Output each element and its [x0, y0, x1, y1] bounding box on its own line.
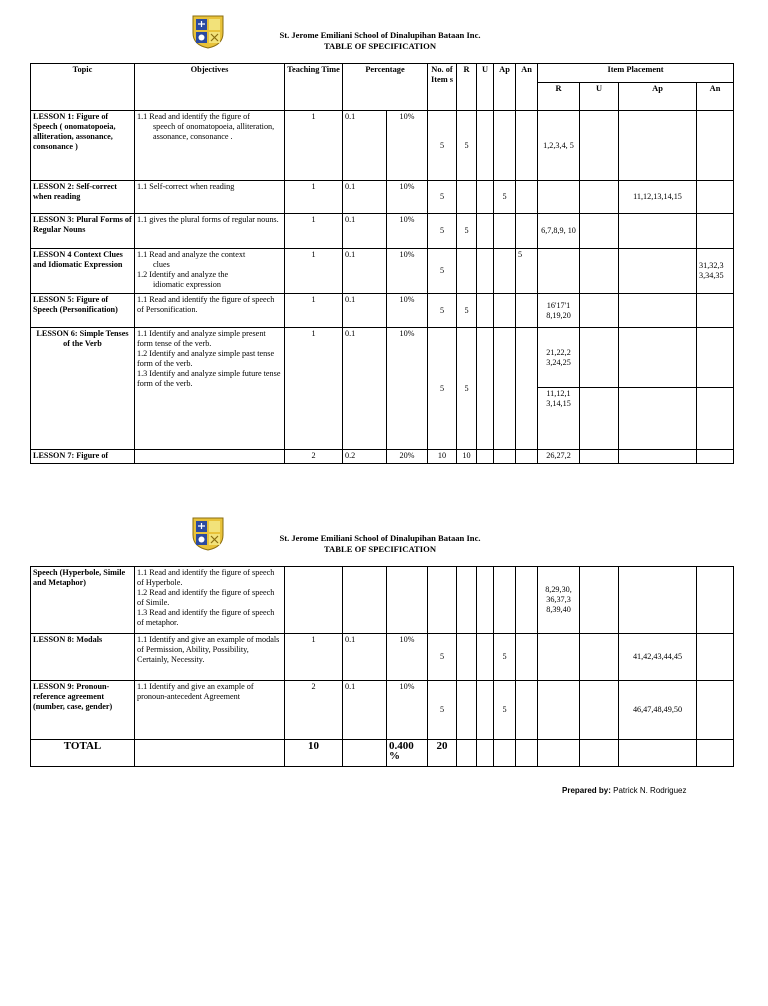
ip-an-cell — [697, 214, 734, 249]
r-cell: 5 — [457, 294, 477, 328]
an-cell — [516, 328, 538, 450]
an-cell — [516, 634, 538, 681]
school-header — [230, 30, 530, 52]
ip-an-cell — [697, 328, 734, 388]
percentage-pct-cell: 20% — [387, 450, 428, 464]
ap-cell — [494, 214, 516, 249]
ap-cell — [494, 328, 516, 450]
an-cell — [516, 294, 538, 328]
ip-u-cell — [580, 681, 619, 740]
specification-table-page-1 — [30, 63, 734, 464]
u-cell — [477, 740, 494, 767]
ip-ap-cell: 46,47,48,49,50 — [619, 681, 697, 740]
r-cell — [457, 634, 477, 681]
col-ip-ap: Ap — [619, 83, 697, 111]
teaching-time-cell: 1 — [285, 181, 343, 214]
ip-u-cell — [580, 567, 619, 634]
ip-ap-cell — [619, 294, 697, 328]
ap-cell: 5 — [494, 634, 516, 681]
r-cell — [457, 249, 477, 294]
table-row — [31, 328, 734, 388]
percentage-pct-cell: 10% — [387, 294, 428, 328]
ip-r-cell — [538, 249, 580, 294]
percentage-pct-cell: 10% — [387, 681, 428, 740]
prepared-by — [562, 786, 687, 795]
ip-u-cell — [580, 181, 619, 214]
percentage-pct-cell: 10% — [387, 249, 428, 294]
objective-cont: idiomatic expression — [153, 280, 221, 289]
percentage-cell: 0.1 — [343, 249, 387, 294]
topic-cell: LESSON 5: Figure of Speech (Personification) — [31, 294, 135, 328]
objective: 1.3 Identify and analyze simple future tense form of the verb. — [137, 369, 281, 388]
objective: 1.1 Identify and analyze simple present form tense of the verb. — [137, 329, 266, 348]
topic-cell: LESSON 6: Simple Tenses of the Verb — [31, 328, 135, 450]
percentage-cell: 0.2 — [343, 450, 387, 464]
col-an: An — [516, 64, 538, 111]
teaching-time-cell: 1 — [285, 294, 343, 328]
ip-ap-cell: 11,12,13,14,15 — [619, 181, 697, 214]
ap-cell — [494, 450, 516, 464]
ip-u-cell — [580, 450, 619, 464]
ip-an-cell — [697, 567, 734, 634]
objective: 1.1 Read and analyze the context — [137, 250, 246, 259]
col-no-items: No. of Item s — [428, 64, 457, 111]
u-cell — [477, 450, 494, 464]
header-row — [31, 64, 734, 83]
u-cell — [477, 181, 494, 214]
objectives-cell — [135, 328, 285, 450]
percentage-cell: 0.1 — [343, 294, 387, 328]
percentage-pct-cell: 10% — [387, 214, 428, 249]
u-cell — [477, 567, 494, 634]
ip-ap-cell — [619, 740, 697, 767]
percentage-pct-cell: 10% — [387, 111, 428, 181]
an-cell — [516, 740, 538, 767]
school-name: St. Jerome Emiliani School of Dinalupihan Bataan Inc. — [279, 533, 481, 543]
objective: 1.2 Identify and analyze the — [137, 270, 229, 279]
ip-r-cell: 26,27,2 — [538, 450, 580, 464]
u-cell — [477, 214, 494, 249]
ap-cell — [494, 740, 516, 767]
r-cell — [457, 567, 477, 634]
an-cell — [516, 681, 538, 740]
ip-an-cell — [697, 740, 734, 767]
ap-cell: 5 — [494, 181, 516, 214]
prepared-by-label: Prepared by: — [562, 786, 611, 795]
topic-cell: Speech (Hyperbole, Simile and Metaphor) — [31, 567, 135, 634]
r-cell: 10 — [457, 450, 477, 464]
ip-r-cell — [538, 181, 580, 214]
ip-u-cell — [580, 294, 619, 328]
table-row — [31, 681, 734, 740]
ip-u-cell — [580, 111, 619, 181]
percentage-cell: 0.1 — [343, 181, 387, 214]
ip-ap-cell — [619, 450, 697, 464]
percentage-cell — [343, 567, 387, 634]
ip-an-cell — [697, 450, 734, 464]
percentage-cell: 0.1 — [343, 328, 387, 450]
topic-cell: LESSON 7: Figure of — [31, 450, 135, 464]
u-cell — [477, 634, 494, 681]
ip-ap-cell: 41,42,43,44,45 — [619, 634, 697, 681]
an-cell — [516, 181, 538, 214]
col-r: R — [457, 64, 477, 111]
teaching-time-cell — [285, 567, 343, 634]
ip-u-cell — [580, 634, 619, 681]
items-cell: 5 — [428, 249, 457, 294]
objective: 1.3 Read and identify the figure of speech of metaphor. — [137, 608, 275, 627]
objectives-cell — [135, 249, 285, 294]
ip-an-cell — [697, 634, 734, 681]
ap-cell: 5 — [494, 681, 516, 740]
objectives-cell: 1.1 Identify and give an example of modals of Permission, Ability, Possibility, Certainly, Necessity. — [135, 634, 285, 681]
ip-ap-cell — [619, 249, 697, 294]
topic-cell: LESSON 8: Modals — [31, 634, 135, 681]
ip-r-cell: 6,7,8,9, 10 — [538, 214, 580, 249]
ap-cell — [494, 294, 516, 328]
col-item-placement: Item Placement — [538, 64, 734, 83]
items-cell: 5 — [428, 181, 457, 214]
table-row — [31, 450, 734, 464]
r-cell: 5 — [457, 111, 477, 181]
items-cell: 5 — [428, 214, 457, 249]
col-objectives: Objectives — [135, 64, 285, 111]
items-cell: 5 — [428, 634, 457, 681]
percentage-cell: 0.1 — [343, 634, 387, 681]
items-cell: 5 — [428, 294, 457, 328]
ip-r-cell — [538, 740, 580, 767]
ip-an-cell — [697, 681, 734, 740]
specification-table-page-2 — [30, 566, 734, 767]
an-cell — [516, 111, 538, 181]
ip-r-cell: 8,29,30, 36,37,3 8,39,40 — [538, 567, 580, 634]
objectives-cell: 1.1 Read and identify the figure of speech of Personification. — [135, 294, 285, 328]
total-items: 20 — [428, 740, 457, 767]
ip-r-cell: 21,22,2 3,24,25 — [538, 328, 580, 388]
teaching-time-cell: 1 — [285, 328, 343, 450]
u-cell — [477, 111, 494, 181]
col-ap: Ap — [494, 64, 516, 111]
an-cell — [516, 450, 538, 464]
r-cell: 5 — [457, 328, 477, 450]
percentage-cell: 0.1 — [343, 681, 387, 740]
ap-cell — [494, 249, 516, 294]
an-cell: 5 — [516, 249, 538, 294]
objectives-cell: 1.1 gives the plural forms of regular nouns. — [135, 214, 285, 249]
ip-an-cell — [697, 388, 734, 450]
total-label: TOTAL — [31, 740, 135, 767]
table-row — [31, 567, 734, 634]
r-cell — [457, 740, 477, 767]
objectives-cell: 1.1 Self-correct when reading — [135, 181, 285, 214]
percentage-pct-cell: 10% — [387, 328, 428, 450]
total-time: 10 — [285, 740, 343, 767]
items-cell: 10 — [428, 450, 457, 464]
an-cell — [516, 214, 538, 249]
ip-r-cell — [538, 634, 580, 681]
objectives-cell: 1.1 Identify and give an example of pronoun-antecedent Agreement — [135, 681, 285, 740]
objectives-cell — [135, 450, 285, 464]
objective: 1.2 Identify and analyze simple past tense form of the verb. — [137, 349, 275, 368]
r-cell — [457, 181, 477, 214]
table-row — [31, 634, 734, 681]
ip-ap-cell — [619, 567, 697, 634]
ip-an-cell: 31,32,3 3,34,35 — [697, 249, 734, 294]
ip-u-cell — [580, 214, 619, 249]
ip-r-cell: 16'17'1 8,19,20 — [538, 294, 580, 328]
teaching-time-cell: 1 — [285, 111, 343, 181]
ip-r-cell: 11,12,1 3,14,15 — [538, 388, 580, 450]
ip-an-cell — [697, 294, 734, 328]
objective: 1.1 Read and identify the figure of speech of Hyperbole. — [137, 568, 275, 587]
ip-an-cell — [697, 181, 734, 214]
document-title: TABLE OF SPECIFICATION — [323, 41, 437, 51]
topic-cell: LESSON 4 Context Clues and Idiomatic Expression — [31, 249, 135, 294]
objective-cont: clues — [153, 260, 170, 269]
r-cell — [457, 681, 477, 740]
objectives-cell — [135, 111, 285, 181]
percentage-pct-cell: 10% — [387, 634, 428, 681]
teaching-time-cell: 1 — [285, 634, 343, 681]
table-row — [31, 294, 734, 328]
teaching-time-cell: 2 — [285, 681, 343, 740]
items-cell: 5 — [428, 328, 457, 450]
objective-cont: speech of onomatopoeia, alliteration, assonance, consonance . — [153, 122, 275, 141]
ip-ap-cell — [619, 111, 697, 181]
teaching-time-cell: 1 — [285, 249, 343, 294]
col-ip-u: U — [580, 83, 619, 111]
topic-cell: LESSON 3: Plural Forms of Regular Nouns — [31, 214, 135, 249]
col-topic: Topic — [31, 64, 135, 111]
ap-cell — [494, 567, 516, 634]
topic-cell: LESSON 2: Self-correct when reading — [31, 181, 135, 214]
u-cell — [477, 328, 494, 450]
topic-cell: LESSON 1: Figure of Speech ( onomatopoeia, alliteration, assonance, consonance ) — [31, 111, 135, 181]
ip-u-cell — [580, 388, 619, 450]
r-cell: 5 — [457, 214, 477, 249]
ip-u-cell — [580, 249, 619, 294]
ip-ap-cell — [619, 388, 697, 450]
ip-u-cell — [580, 740, 619, 767]
preparer-name: Patrick N. Rodriguez — [613, 786, 687, 795]
percentage-cell: 0.1 — [343, 111, 387, 181]
col-ip-r: R — [538, 83, 580, 111]
u-cell — [477, 681, 494, 740]
items-cell: 5 — [428, 681, 457, 740]
school-name: St. Jerome Emiliani School of Dinalupihan Bataan Inc. — [279, 30, 481, 40]
ip-r-cell — [538, 681, 580, 740]
percentage-cell — [343, 740, 387, 767]
table-row — [31, 181, 734, 214]
total-percentage: 0.400 % — [387, 740, 428, 767]
percentage-pct-cell: 10% — [387, 181, 428, 214]
document-title: TABLE OF SPECIFICATION — [323, 544, 437, 554]
school-crest-icon — [192, 517, 224, 551]
col-u: U — [477, 64, 494, 111]
school-header — [230, 533, 530, 555]
objectives-cell — [135, 740, 285, 767]
ip-ap-cell — [619, 214, 697, 249]
col-percentage: Percentage — [343, 64, 428, 111]
table-row — [31, 249, 734, 294]
objective: 1.1 Read and identify the figure of — [137, 112, 250, 121]
ip-u-cell — [580, 328, 619, 388]
items-cell — [428, 567, 457, 634]
ap-cell — [494, 111, 516, 181]
table-row — [31, 111, 734, 181]
table-row — [31, 214, 734, 249]
an-cell — [516, 567, 538, 634]
objectives-cell — [135, 567, 285, 634]
col-teaching-time: Teaching Time — [285, 64, 343, 111]
teaching-time-cell: 1 — [285, 214, 343, 249]
u-cell — [477, 294, 494, 328]
school-crest-icon — [192, 15, 224, 49]
total-row — [31, 740, 734, 767]
col-ip-an: An — [697, 83, 734, 111]
percentage-pct-cell — [387, 567, 428, 634]
percentage-cell: 0.1 — [343, 214, 387, 249]
topic-cell: LESSON 9: Pronoun-reference agreement (number, case, gender) — [31, 681, 135, 740]
ip-r-cell: 1,2,3,4, 5 — [538, 111, 580, 181]
teaching-time-cell: 2 — [285, 450, 343, 464]
items-cell: 5 — [428, 111, 457, 181]
u-cell — [477, 249, 494, 294]
ip-ap-cell — [619, 328, 697, 388]
ip-an-cell — [697, 111, 734, 181]
objective: 1.2 Read and identify the figure of speech of Simile. — [137, 588, 275, 607]
